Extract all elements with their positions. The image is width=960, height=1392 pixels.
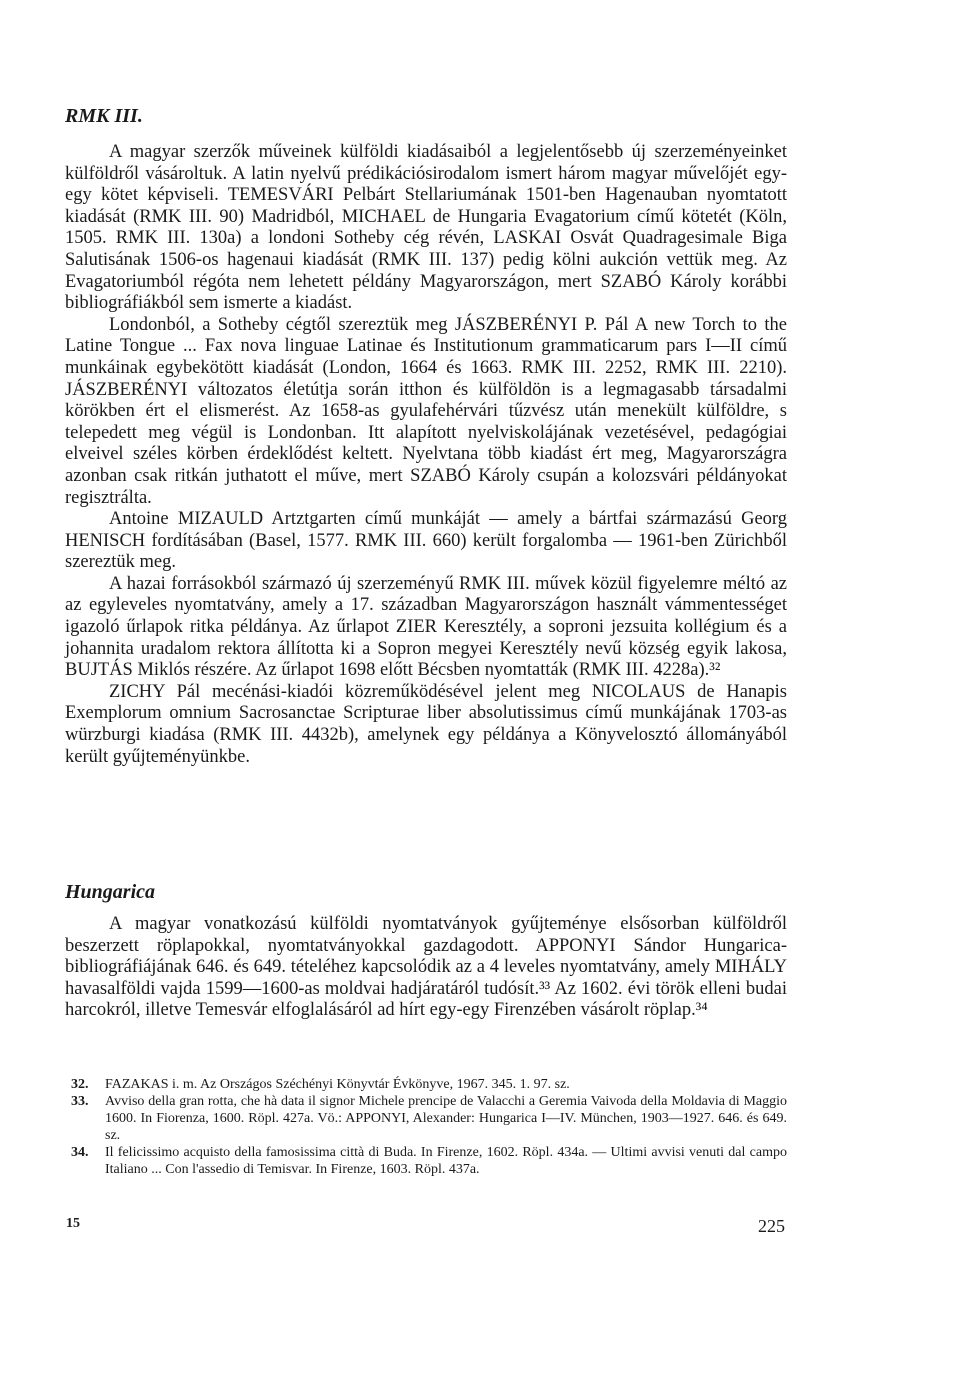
footnote-number: 34. bbox=[71, 1145, 89, 1160]
footnote bbox=[65, 1076, 787, 1093]
section-heading-hungarica: Hungarica bbox=[65, 881, 156, 903]
paragraph: ZICHY Pál mecénási-kiadói közreműködésével jelent meg NICOLAUS de Hanapis Exemplorum omnium Sacrosanctae Scripturae liber absolutissimus című munkájának 1703-as würzburgi kiadása (RMK III. 4432b), amelynek egy példánya a Könyvelosztó állományából került gyűjteményünkbe. bbox=[65, 681, 787, 767]
paragraph: Londonból, a Sotheby cégtől szereztük meg JÁSZBERÉNYI P. Pál A new Torch to the Latine Tongue ... Fax nova linguae Latinae és Institutionum grammaticarum pars I—II című munkáinak egybekötött kiadását (London, 1664 és 1663. RMK III. 2252, RMK III. 2210). JÁSZBERÉNYI változatos életútja során itthon és külföldön is a legmagasabb társadalmi körökben ért el elismerést. Az 1658-as gyulafehérvári tűzvész után menekült külföldre, s telepedett meg végül is Londonban. Itt alapított nyelviskolájának vezetésével, pedagógiai elveivel széles körben érdeklődést keltett. Nyelvtana több kiadást ért meg, Magyarországra azonban csak ritkán juthatott el műve, mert SZABÓ Károly csupán a kolozsvári példányokat regisztrálta. bbox=[65, 314, 787, 508]
footnote bbox=[65, 1093, 787, 1144]
footnote-text: Il felicissimo acquisto della famosissima città di Buda. In Firenze, 1602. Röpl. 434a. — Ultimi avvisi venuti dal campo Italiano ... Con l'assedio di Temisvar. In Firenze, 1603. Röpl. 437a. bbox=[105, 1145, 787, 1177]
footnote bbox=[65, 1144, 787, 1178]
section-body-hungarica bbox=[65, 914, 787, 1022]
paragraph: A magyar vonatkozású külföldi nyomtatványok gyűjteménye elsősorban külföldről beszerzett röplapokkal, nyomtatványokkal gazdagodott. APPONYI Sándor Hungarica-bibliográfiájának 646. és 649. tételéhez kapcsolódik az a 4 leveles nyomtatvány, amely MIHÁLY havasalföldi vajda 1599—1600-as moldvai hadjáratáról tudósít.³³ Az 1602. évi török elleni budai harcokról, illetve Temesvár elfoglalásáról ad hírt egy-egy Firenzében vásárolt röplap.³⁴ bbox=[65, 914, 787, 1021]
footnote-number: 32. bbox=[71, 1077, 89, 1092]
footnote-text: FAZAKAS i. m. Az Országos Széchényi Könyvtár Évkönyve, 1967. 345. 1. 97. sz. bbox=[105, 1077, 570, 1092]
signature-mark: 15 bbox=[66, 1216, 80, 1231]
footnotes bbox=[65, 1076, 787, 1178]
section-body-rmk bbox=[65, 142, 787, 768]
page-number: 225 bbox=[758, 1216, 785, 1236]
footnote-number: 33. bbox=[71, 1094, 89, 1109]
section-heading-rmk: RMK III. bbox=[65, 105, 143, 127]
paragraph: A hazai forrásokból származó új szerzeményű RMK III. művek közül figyelemre méltó az az egyleveles nyomtatvány, amely a 17. században Magyarországon használt vámmentességet igazoló űrlapok ritka példánya. Az űrlapot ZIER Keresztély, a soproni jezsuita kollégium és a johannita uradalom rektora állította ki a Sopron megyei Keresztély nevű község egyik lakosa, BUJTÁS Miklós részére. Az űrlapot 1698 előtt Bécsben nyomtatták (RMK III. 4228a).³² bbox=[65, 573, 787, 681]
paragraph: A magyar szerzők műveinek külföldi kiadásaiból a legjelentősebb új szerzeményeinket külföldről vásároltuk. A latin nyelvű prédikációsirodalom ismert három magyar művelőjét egy-egy kötet képviseli. TEMESVÁRI Pelbárt Stellariumának 1501-ben Hagenauban nyomtatott kiadását (RMK III. 90) Madridból, MICHAEL de Hungaria Evagatorium című kötetét (Köln, 1505. RMK III. 130a) a londoni Sotheby cég révén, LASKAI Osvát Quadragesimale Biga Salutisának 1506-os hagenaui kiadását (RMK III. 137) pedig kölni aukción vettük meg. Az Evagatoriumból régóta nem lehetett példány Magyarországon, mert SZABÓ Károly korábbi bibliográfiákból sem ismerte a kiadást. bbox=[65, 142, 787, 314]
footnote-text: Avviso della gran rotta, che hà data il signor Michele prencipe de Valacchi a Geremia Vaivoda della Moldavia di Maggio 1600. In Fiorenza, 1600. Röpl. 427a. Vö.: APPONYI, Alexander: Hungarica I—IV. München, 1903—1927. 646. és 649. sz. bbox=[105, 1094, 787, 1143]
paragraph: Antoine MIZAULD Artztgarten című munkáját — amely a bártfai származású Georg HENISCH fordításában (Basel, 1577. RMK III. 660) került forgalomba — 1961-ben Zürichből szereztük meg. bbox=[65, 509, 787, 573]
